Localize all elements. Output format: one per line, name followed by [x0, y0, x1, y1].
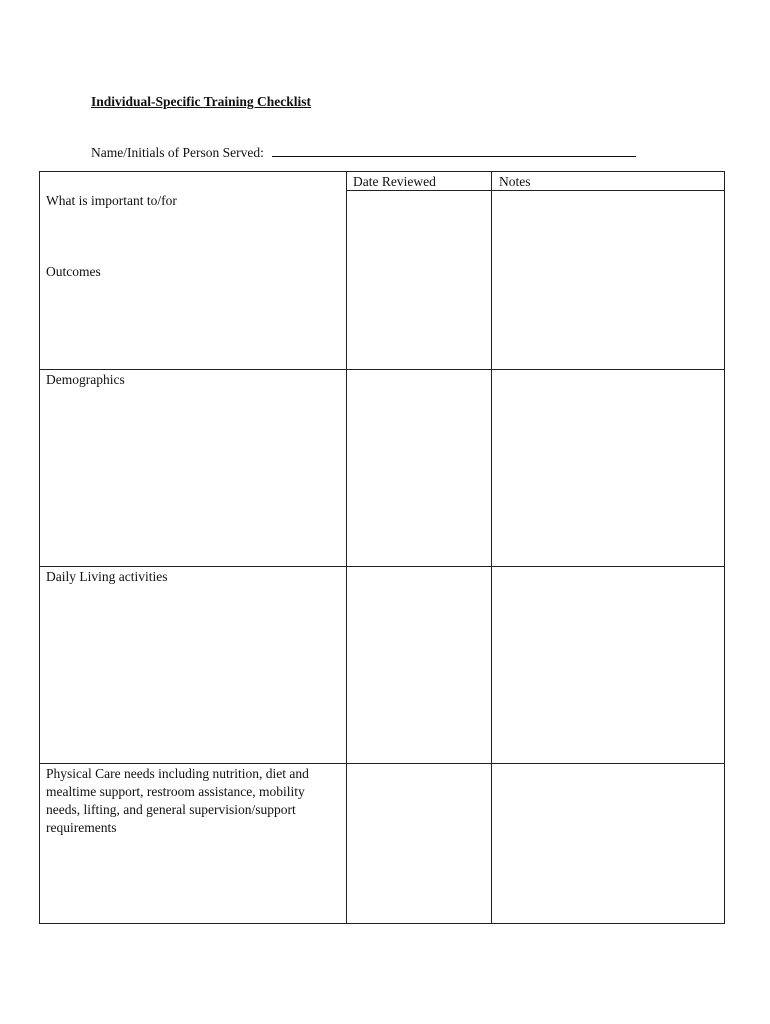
- header-notes: Notes: [499, 174, 531, 189]
- date-reviewed-cell[interactable]: [347, 191, 491, 369]
- header-date-reviewed: Date Reviewed: [353, 174, 436, 189]
- checklist-table: [39, 171, 725, 924]
- row-label-important: What is important to/for: [46, 193, 177, 208]
- row-label-daily-living: Daily Living activities: [46, 569, 168, 584]
- notes-cell[interactable]: [492, 191, 724, 369]
- row-label-outcomes: Outcomes: [46, 264, 101, 279]
- notes-cell[interactable]: [492, 567, 724, 763]
- name-initials-blank[interactable]: [272, 143, 636, 157]
- date-reviewed-cell[interactable]: [347, 370, 491, 566]
- date-reviewed-cell[interactable]: [347, 567, 491, 763]
- page-title: Individual-Specific Training Checklist: [91, 94, 312, 109]
- notes-cell[interactable]: [492, 370, 724, 566]
- notes-cell[interactable]: [492, 764, 724, 923]
- row-label-physical-care: Physical Care needs including nutrition, diet and mealtime support, restroom assistance, mobility needs, lifting, and general supervision/support requirements: [46, 766, 309, 835]
- row-label-demographics: Demographics: [46, 372, 125, 387]
- name-initials-label: Name/Initials of Person Served:: [91, 145, 264, 160]
- name-initials-field: [91, 143, 636, 161]
- date-reviewed-cell[interactable]: [347, 764, 491, 923]
